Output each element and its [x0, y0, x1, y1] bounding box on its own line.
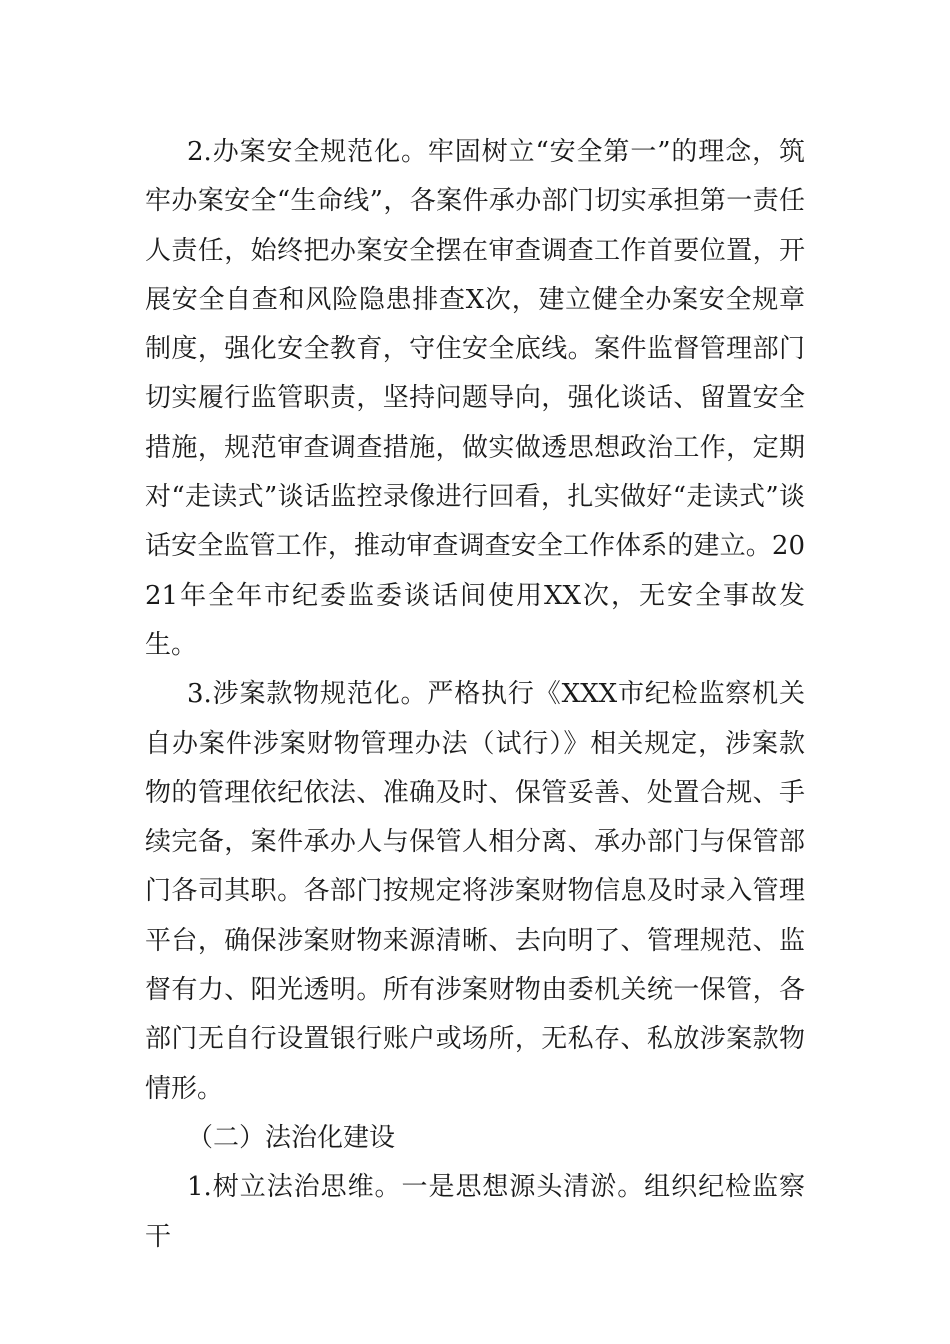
document-body: [145, 128, 805, 1262]
paragraph-case-safety: 2.办案安全规范化。牢固树立“安全第一”的理念，筑牢办案安全“生命线”，各案件承办部门切实承担第一责任人责任，始终把办案安全摆在审查调查工作首要位置，开展安全自查和风险隐患排查X次，建立健全办案安全规章制度，强化安全教育，守住安全底线。案件监督管理部门切实履行监管职责，坚持问题导向，强化谈话、留置安全措施，规范审查调查措施，做实做透思想政治工作，定期对“走读式”谈话监控录像进行回看，扎实做好“走读式”谈话安全监管工作，推动审查调查安全工作体系的建立。2021年全年市纪委监委谈话间使用XX次，无安全事故发生。: [145, 137, 805, 660]
section-heading: （二）法治化建设: [187, 1122, 396, 1153]
paragraph-case-property: 3.涉案款物规范化。严格执行《XXX市纪检监察机关自办案件涉案财物管理办法（试行）》相关规定，涉案款物的管理依纪依法、准确及时、保管妥善、处置合规、手续完备，案件承办人与保管人相分离、承办部门与保管部门各司其职。各部门按规定将涉案财物信息及时录入管理平台，确保涉案财物来源清晰、去向明了、管理规范、监督有力、阳光透明。所有涉案财物由委机关统一保管，各部门无自行设置银行账户或场所，无私存、私放涉案款物情形。: [145, 679, 805, 1104]
paragraph-rule-of-law-thinking: 1.树立法治思维。一是思想源头清淤。组织纪检监察干: [145, 1172, 805, 1252]
